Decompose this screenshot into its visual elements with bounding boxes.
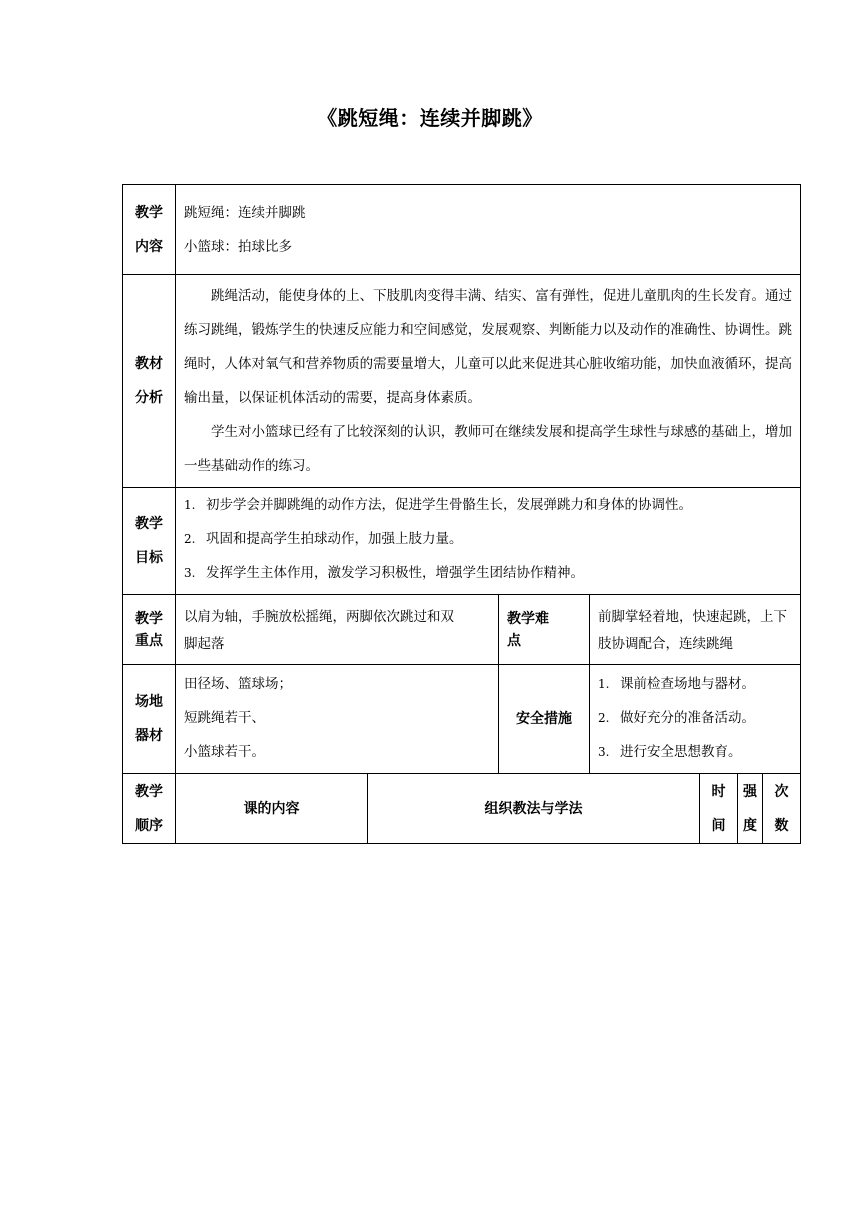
material-analysis-cell <box>176 275 801 488</box>
key-points-cell <box>176 595 499 665</box>
label-key-points: 教学 重点 <box>123 595 176 665</box>
row-teaching-sequence <box>123 774 801 844</box>
col-header-method: 组织教法与学法 <box>368 774 700 844</box>
row-teaching-goals <box>123 488 801 595</box>
label-teaching-sequence: 教学 顺序 <box>123 774 176 844</box>
venue-cell <box>176 665 499 774</box>
difficulty-line: 肢协调配合，连续跳绳 <box>598 636 733 652</box>
label-material-analysis: 教材 分析 <box>123 275 176 488</box>
label-safety-measures: 安全措施 <box>499 665 590 774</box>
analysis-paragraph: 跳绳活动，能使身体的上、下肢肌肉变得丰满、结实、富有弹性，促进儿童肌肉的生长发育。通过练习跳绳，锻炼学生的快速反应能力和空间感觉，发展观察、判断能力以及动作的准确性、协调性。跳绳时，人体对氧气和营养物质的需要量增大，儿童可以此来促进其心脏收缩功能，加快血液循环，提高输出量，以保证机体活动的需要，提高身体素质。 <box>184 288 793 406</box>
safety-item: 3. 进行安全思想教育。 <box>598 744 742 760</box>
goal-item: 3. 发挥学生主体作用，激发学习积极性，增强学生团结协作精神。 <box>184 565 584 581</box>
row-material-analysis <box>123 275 801 488</box>
teaching-goals-cell <box>176 488 801 595</box>
row-teaching-content <box>123 185 801 275</box>
lesson-plan-table <box>122 184 801 844</box>
col-header-lesson-content: 课的内容 <box>176 774 368 844</box>
label-teaching-content: 教学 内容 <box>123 185 176 275</box>
venue-line: 小篮球若干。 <box>184 744 265 760</box>
goal-item: 1. 初步学会并脚跳绳的动作方法，促进学生骨骼生长，发展弹跳力和身体的协调性。 <box>184 497 692 513</box>
venue-line: 田径场、篮球场； <box>184 676 292 692</box>
label-teaching-goals: 教学 目标 <box>123 488 176 595</box>
goal-item: 2. 巩固和提高学生拍球动作，加强上肢力量。 <box>184 531 463 547</box>
venue-line: 短跳绳若干、 <box>184 710 265 726</box>
content-line: 跳短绳：连续并脚跳 <box>184 204 306 221</box>
safety-item: 2. 做好充分的准备活动。 <box>598 710 755 726</box>
difficulty-cell <box>590 595 801 665</box>
teaching-content-cell <box>176 185 801 275</box>
key-point-line: 脚起落 <box>184 636 225 652</box>
document-title: 《跳短绳：连续并脚跳》 <box>317 106 543 130</box>
label-venue-equipment: 场地 器材 <box>123 665 176 774</box>
col-header-intensity: 强 度 <box>738 774 763 844</box>
row-key-points <box>123 595 801 665</box>
col-header-count: 次 数 <box>763 774 801 844</box>
key-point-line: 以肩为轴，手腕放松摇绳，两脚依次跳过和双 <box>184 609 454 625</box>
row-venue-equipment <box>123 665 801 774</box>
safety-item: 1. 课前检查场地与器材。 <box>598 676 755 692</box>
analysis-paragraph: 学生对小篮球已经有了比较深刻的认识，教师可在继续发展和提高学生球性与球感的基础上，增加一些基础动作的练习。 <box>184 424 793 474</box>
difficulty-line: 前脚掌轻着地，快速起跳，上下 <box>598 609 787 625</box>
safety-cell <box>590 665 801 774</box>
col-header-time: 时 间 <box>700 774 738 844</box>
label-difficulty: 教学难 点 <box>499 595 590 665</box>
content-line: 小篮球：拍球比多 <box>184 238 292 255</box>
